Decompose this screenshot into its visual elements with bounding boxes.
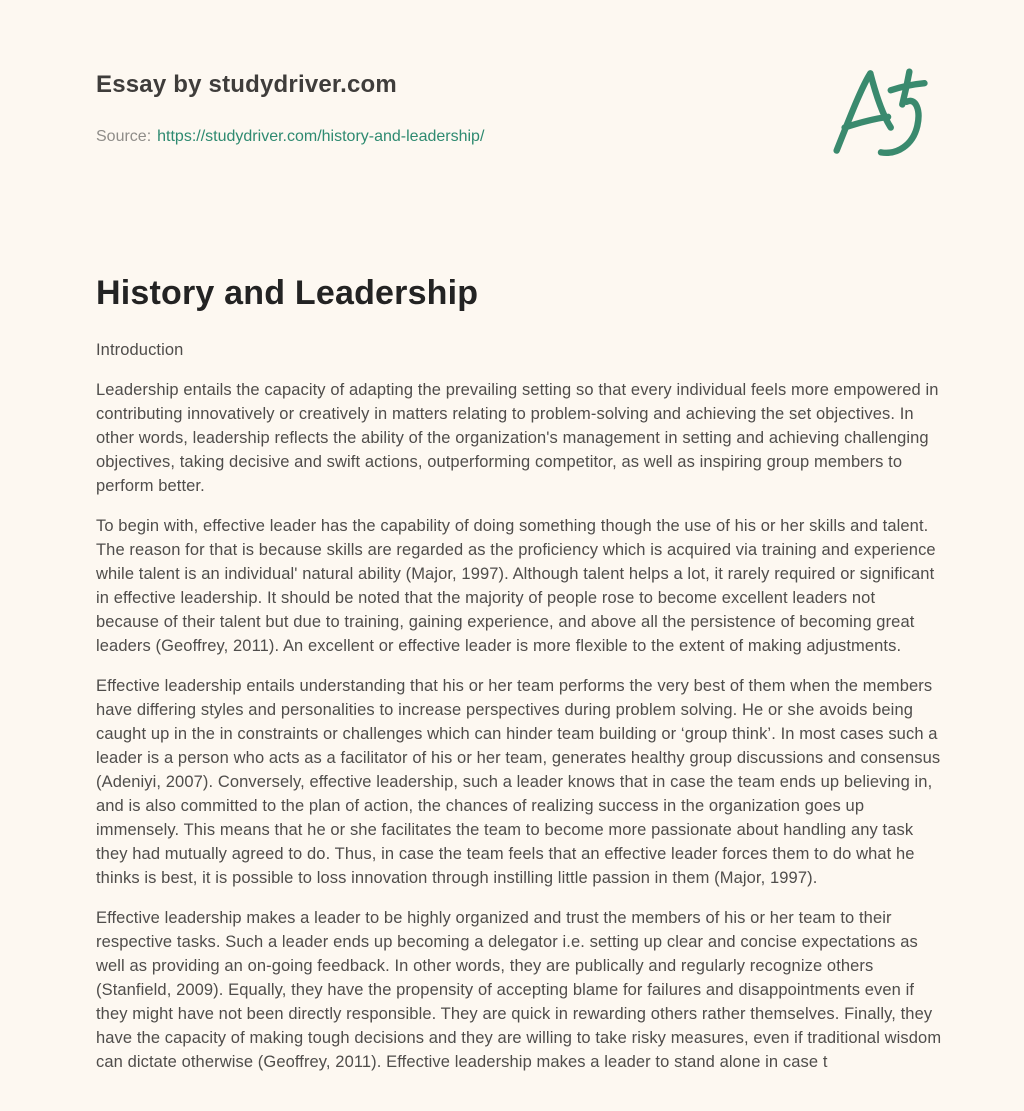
- essay-byline: Essay by studydriver.com: [96, 71, 397, 98]
- page-title: History and Leadership: [96, 274, 479, 312]
- a-plus-logo-icon: [826, 64, 928, 160]
- essay-paragraph-3: Effective leadership entails understanding that his or her team performs the very best of them when the members have differing styles and personalities to increase perspectives during problem solving. He or she avoids being caught up in the in constraints or challenges which can hinder team building or ‘group think’. In most cases such a leader is a person who acts as a facilitator of his or her team, generates healthy group discussions and consensus (Adeniyi, 2007). Conversely, effective leadership, such a leader knows that in case the team ends up believing in, and is also committed to the plan of action, the chances of realizing success in the organization goes up immensely. This means that he or she facilitates the team to become more passionate about handling any task they had mutually agreed to do. Thus, in case the team feels that an effective leader forces them to do what he thinks is best, it is possible to loss innovation through instilling little passion in them (Major, 1997).: [96, 677, 941, 887]
- essay-paragraph-2: To begin with, effective leader has the capability of doing something though the use of his or her skills and talent. The reason for that is because skills are regarded as the proficiency which is acquired via training and experience while talent is an individual' natural ability (Major, 1997). Although talent helps a lot, it rarely required or significant in effective leadership. It should be noted that the majority of people rose to become excellent leaders not because of their talent but due to training, gaining experience, and above all the persistence of becoming great leaders (Geoffrey, 2011). An excellent or effective leader is more flexible to the extent of making adjustments.: [96, 517, 936, 655]
- essay-paragraph-1: Leadership entails the capacity of adapting the prevailing setting so that every individual feels more empowered in contributing innovatively or creatively in matters relating to problem-solving and achieving the set objectives. In other words, leadership reflects the ability of the organization's management in setting and achieving challenging objectives, taking decisive and swift actions, outperforming competitor, as well as inspiring group members to perform better.: [96, 381, 939, 495]
- essay-paragraph-4: Effective leadership makes a leader to be highly organized and trust the members of his or her team to their respective tasks. Such a leader ends up becoming a delegator i.e. setting up clear and concise expectations as well as providing an on-going feedback. In other words, they are publically and regularly recognize others (Stanfield, 2009). Equally, they have the propensity of accepting blame for failures and disappointments even if they might have not been directly responsible. They are quick in rewarding others rather themselves. Finally, they have the capacity of making tough decisions and they are willing to take risky measures, even if traditional wisdom can dictate otherwise (Geoffrey, 2011). Effective leadership makes a leader to stand alone in case t: [96, 909, 942, 1071]
- source-link[interactable]: https://studydriver.com/history-and-leadership/: [157, 128, 485, 145]
- header-text-block: [96, 70, 484, 148]
- page-header: [96, 70, 942, 160]
- source-row: [96, 126, 484, 148]
- source-label: Source:: [96, 128, 152, 145]
- intro-heading: Introduction: [96, 341, 184, 359]
